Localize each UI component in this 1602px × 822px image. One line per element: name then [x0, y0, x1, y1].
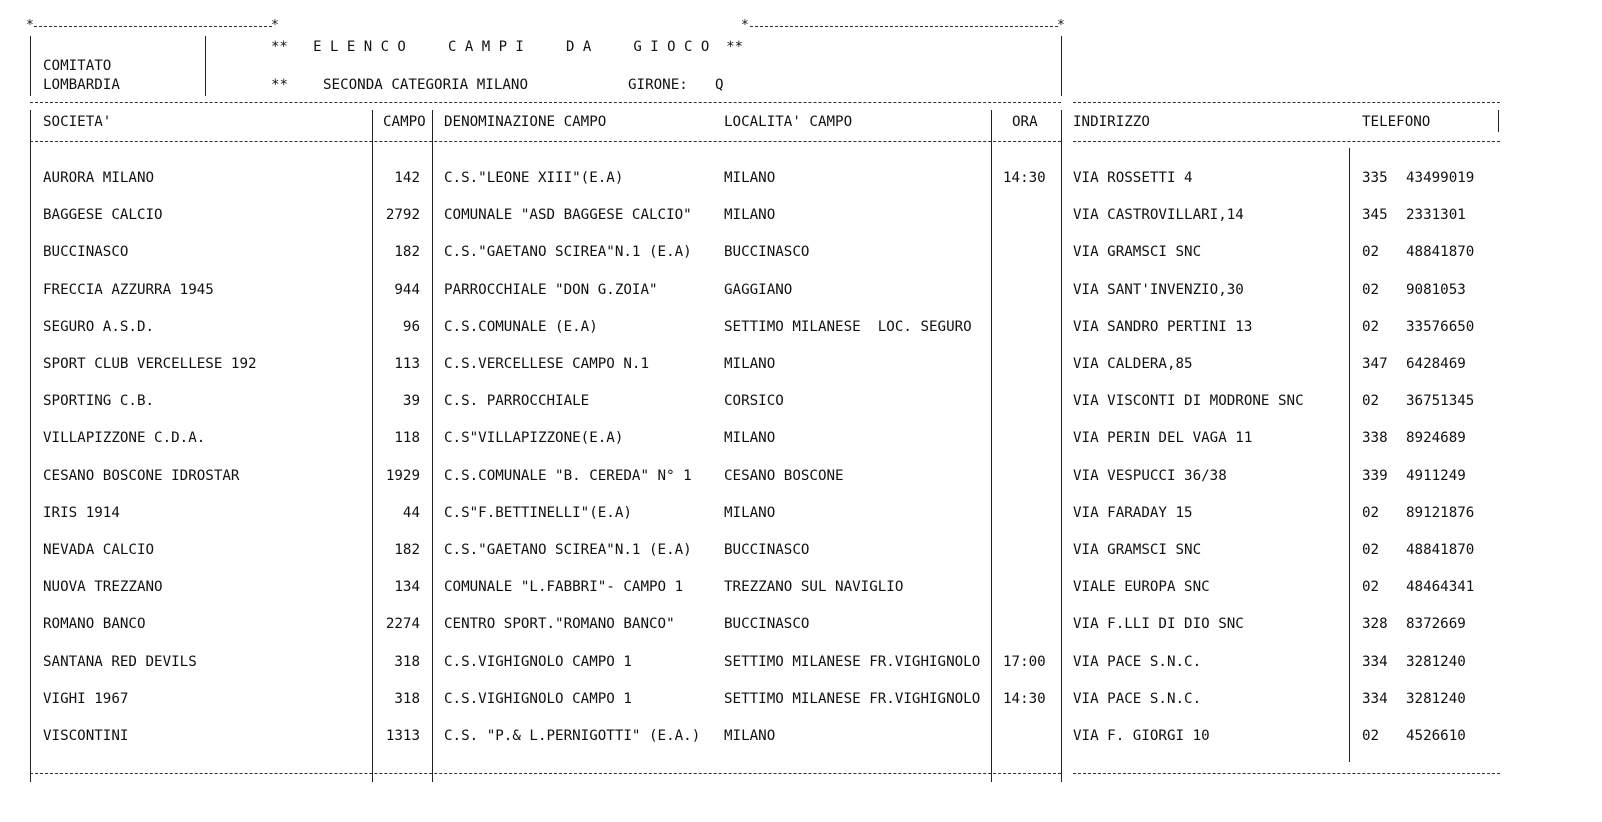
cell-indirizzo: VIA F.LLI DI DIO SNC — [1073, 616, 1244, 632]
column-separator-right-border — [1498, 110, 1499, 132]
cell-localita: BUCCINASCO — [724, 542, 810, 558]
cell-indirizzo: VIA F. GIORGI 10 — [1073, 728, 1210, 744]
cell-indirizzo: VIA VISCONTI DI MODRONE SNC — [1073, 393, 1304, 409]
cell-localita: MILANO — [724, 430, 776, 446]
column-header-societa: SOCIETA' — [43, 114, 112, 130]
cell-societa: SPORTING C.B. — [43, 393, 155, 409]
corner-star-top-mid-right: * — [741, 18, 749, 33]
cell-localita: BUCCINASCO — [724, 244, 810, 260]
cell-localita: CORSICO — [724, 393, 784, 409]
cell-telefono — [1362, 506, 1492, 522]
phone-number: 48464341 — [1406, 579, 1475, 595]
girone-label: GIRONE: — [628, 77, 688, 93]
cell-societa: SANTANA RED DEVILS — [43, 654, 197, 670]
phone-number: 33576650 — [1406, 319, 1475, 335]
cell-denominazione: C.S."GAETANO SCIREA"N.1 (E.A) — [444, 244, 692, 260]
cell-societa: NUOVA TREZZANO — [43, 579, 163, 595]
cell-telefono — [1362, 580, 1492, 596]
comitato-value: LOMBARDIA — [43, 77, 120, 93]
cell-localita: MILANO — [724, 356, 776, 372]
cell-localita: GAGGIANO — [724, 282, 793, 298]
cell-campo: 2792 — [385, 207, 420, 223]
cell-ora: 14:30 — [1003, 170, 1046, 186]
phone-number: 8924689 — [1406, 430, 1466, 446]
corner-star-top-mid-left: * — [271, 18, 279, 33]
cell-societa: VIGHI 1967 — [43, 691, 129, 707]
cell-denominazione: C.S.COMUNALE "B. CEREDA" N° 1 — [444, 468, 692, 484]
column-separator-localita-ora — [991, 110, 992, 782]
header-left-border — [30, 36, 31, 96]
cell-campo: 39 — [402, 393, 420, 409]
corner-star-top-right: * — [1057, 18, 1065, 33]
cell-localita: CESANO BOSCONE — [724, 468, 844, 484]
cell-denominazione: C.S."LEONE XIII"(E.A) — [444, 170, 624, 186]
cell-societa: IRIS 1914 — [43, 505, 120, 521]
cell-campo: 142 — [394, 170, 420, 186]
cell-telefono — [1362, 394, 1492, 410]
cell-campo: 182 — [394, 244, 420, 260]
cell-indirizzo: VIA PACE S.N.C. — [1073, 691, 1202, 707]
header-top-rule-right — [750, 26, 1058, 27]
cell-societa: BUCCINASCO — [43, 244, 129, 260]
phone-prefix: 339 — [1362, 468, 1388, 484]
corner-star-top-left: * — [26, 18, 34, 33]
cell-societa: SEGURO A.S.D. — [43, 319, 155, 335]
column-header-localita: LOCALITA' CAMPO — [724, 114, 853, 130]
cell-denominazione: C.S"F.BETTINELLI"(E.A) — [444, 505, 632, 521]
column-header-bottom-rule-right — [1073, 141, 1500, 142]
cell-indirizzo: VIA SANDRO PERTINI 13 — [1073, 319, 1253, 335]
cell-campo: 113 — [394, 356, 420, 372]
cell-localita: SETTIMO MILANESE FR.VIGHIGNOLO — [724, 691, 981, 707]
cell-telefono — [1362, 171, 1492, 187]
cell-telefono — [1362, 245, 1492, 261]
cell-telefono — [1362, 692, 1492, 708]
phone-prefix: 334 — [1362, 691, 1388, 707]
table-bottom-rule-left — [30, 773, 1061, 774]
cell-campo: 44 — [402, 505, 420, 521]
phone-number: 89121876 — [1406, 505, 1475, 521]
cell-indirizzo: VIALE EUROPA SNC — [1073, 579, 1210, 595]
column-separator-campo-denominazione — [432, 110, 433, 782]
phone-prefix: 02 — [1362, 728, 1380, 744]
phone-number: 3281240 — [1406, 691, 1466, 707]
cell-denominazione: C.S"VILLAPIZZONE(E.A) — [444, 430, 624, 446]
column-header-top-rule-left — [30, 102, 1061, 103]
phone-number: 2331301 — [1406, 207, 1466, 223]
cell-telefono — [1362, 729, 1492, 745]
cell-societa: VILLAPIZZONE C.D.A. — [43, 430, 206, 446]
phone-number: 4911249 — [1406, 468, 1466, 484]
cell-denominazione: PARROCCHIALE "DON G.ZOIA" — [444, 282, 658, 298]
cell-telefono — [1362, 357, 1492, 373]
cell-indirizzo: VIA GRAMSCI SNC — [1073, 244, 1202, 260]
cell-ora: 17:00 — [1003, 654, 1046, 670]
cell-localita: MILANO — [724, 207, 776, 223]
header-top-rule-left — [34, 26, 272, 27]
column-separator-left-border — [30, 110, 31, 782]
cell-campo: 1929 — [385, 468, 420, 484]
cell-indirizzo: VIA PERIN DEL VAGA 11 — [1073, 430, 1253, 446]
phone-number: 43499019 — [1406, 170, 1475, 186]
cell-denominazione: C.S.VIGHIGNOLO CAMPO 1 — [444, 691, 632, 707]
column-header-ora: ORA — [1012, 114, 1038, 130]
cell-campo: 182 — [394, 542, 420, 558]
cell-campo: 2274 — [385, 616, 420, 632]
cell-societa: NEVADA CALCIO — [43, 542, 155, 558]
column-separator-ora-indirizzo — [1061, 110, 1062, 782]
table-bottom-rule-right — [1073, 773, 1500, 774]
cell-telefono — [1362, 617, 1492, 633]
cell-telefono — [1362, 283, 1492, 299]
cell-denominazione: C.S."GAETANO SCIREA"N.1 (E.A) — [444, 542, 692, 558]
cell-societa: SPORT CLUB VERCELLESE 192 — [43, 356, 257, 372]
category-name: SECONDA CATEGORIA MILANO — [323, 77, 528, 93]
girone-value: Q — [715, 77, 724, 93]
cell-denominazione: COMUNALE "L.FABBRI"- CAMPO 1 — [444, 579, 684, 595]
cell-localita: SETTIMO MILANESE LOC. SEGURO — [724, 319, 972, 335]
cell-indirizzo: VIA CALDERA,85 — [1073, 356, 1193, 372]
cell-localita: BUCCINASCO — [724, 616, 810, 632]
phone-prefix: 338 — [1362, 430, 1388, 446]
column-header-indirizzo: INDIRIZZO — [1073, 114, 1150, 130]
phone-number: 3281240 — [1406, 654, 1466, 670]
phone-prefix: 02 — [1362, 505, 1380, 521]
cell-telefono — [1362, 655, 1492, 671]
phone-number: 6428469 — [1406, 356, 1466, 372]
column-header-top-rule-right — [1073, 102, 1500, 103]
cell-denominazione: COMUNALE "ASD BAGGESE CALCIO" — [444, 207, 692, 223]
cell-campo: 118 — [394, 430, 420, 446]
cell-societa: BAGGESE CALCIO — [43, 207, 163, 223]
cell-societa: ROMANO BANCO — [43, 616, 146, 632]
cell-societa: FRECCIA AZZURRA 1945 — [43, 282, 214, 298]
phone-number: 4526610 — [1406, 728, 1466, 744]
column-header-telefono: TELEFONO — [1362, 114, 1431, 130]
document-title: ** E L E N C O C A M P I D A G I O C O ** — [271, 39, 744, 55]
cell-localita: MILANO — [724, 170, 776, 186]
cell-campo: 134 — [394, 579, 420, 595]
phone-prefix: 02 — [1362, 244, 1380, 260]
cell-telefono — [1362, 208, 1492, 224]
cell-denominazione: C.S.VIGHIGNOLO CAMPO 1 — [444, 654, 632, 670]
phone-prefix: 02 — [1362, 579, 1380, 595]
cell-indirizzo: VIA CASTROVILLARI,14 — [1073, 207, 1244, 223]
header-comitato-divider — [205, 36, 206, 96]
column-header-campo: CAMPO — [383, 114, 426, 130]
phone-number: 9081053 — [1406, 282, 1466, 298]
cell-denominazione: C.S. "P.& L.PERNIGOTTI" (E.A.) — [444, 728, 701, 744]
cell-campo: 318 — [394, 654, 420, 670]
column-separator-societa-campo — [372, 110, 373, 782]
cell-telefono — [1362, 543, 1492, 559]
phone-prefix: 335 — [1362, 170, 1388, 186]
cell-indirizzo: VIA PACE S.N.C. — [1073, 654, 1202, 670]
cell-indirizzo: VIA FARADAY 15 — [1073, 505, 1193, 521]
cell-denominazione: C.S.VERCELLESE CAMPO N.1 — [444, 356, 649, 372]
column-header-denominazione: DENOMINAZIONE CAMPO — [444, 114, 607, 130]
cell-localita: SETTIMO MILANESE FR.VIGHIGNOLO — [724, 654, 981, 670]
cell-indirizzo: VIA ROSSETTI 4 — [1073, 170, 1193, 186]
phone-prefix: 334 — [1362, 654, 1388, 670]
cell-telefono — [1362, 320, 1492, 336]
cell-campo: 96 — [402, 319, 420, 335]
column-separator-indirizzo-telefono — [1349, 148, 1350, 762]
phone-prefix: 02 — [1362, 542, 1380, 558]
cell-localita: TREZZANO SUL NAVIGLIO — [724, 579, 904, 595]
cell-indirizzo: VIA GRAMSCI SNC — [1073, 542, 1202, 558]
cell-telefono — [1362, 431, 1492, 447]
cell-campo: 1313 — [385, 728, 420, 744]
phone-prefix: 02 — [1362, 319, 1380, 335]
cell-localita: MILANO — [724, 505, 776, 521]
phone-prefix: 328 — [1362, 616, 1388, 632]
cell-societa: VISCONTINI — [43, 728, 129, 744]
phone-number: 8372669 — [1406, 616, 1466, 632]
cell-campo: 318 — [394, 691, 420, 707]
cell-societa: AURORA MILANO — [43, 170, 155, 186]
header-right-border — [1061, 36, 1062, 96]
cell-ora: 14:30 — [1003, 691, 1046, 707]
cell-telefono — [1362, 469, 1492, 485]
phone-number: 48841870 — [1406, 542, 1475, 558]
phone-number: 36751345 — [1406, 393, 1475, 409]
cell-indirizzo: VIA VESPUCCI 36/38 — [1073, 468, 1227, 484]
cell-denominazione: CENTRO SPORT."ROMANO BANCO" — [444, 616, 675, 632]
category-prefix: ** — [271, 77, 289, 93]
cell-indirizzo: VIA SANT'INVENZIO,30 — [1073, 282, 1244, 298]
phone-number: 48841870 — [1406, 244, 1475, 260]
phone-prefix: 347 — [1362, 356, 1388, 372]
comitato-label: COMITATO — [43, 58, 112, 74]
cell-campo: 944 — [394, 282, 420, 298]
cell-localita: MILANO — [724, 728, 776, 744]
phone-prefix: 02 — [1362, 393, 1380, 409]
cell-denominazione: C.S. PARROCCHIALE — [444, 393, 590, 409]
phone-prefix: 02 — [1362, 282, 1380, 298]
phone-prefix: 345 — [1362, 207, 1388, 223]
column-header-bottom-rule-left — [30, 141, 1061, 142]
cell-societa: CESANO BOSCONE IDROSTAR — [43, 468, 240, 484]
cell-denominazione: C.S.COMUNALE (E.A) — [444, 319, 598, 335]
